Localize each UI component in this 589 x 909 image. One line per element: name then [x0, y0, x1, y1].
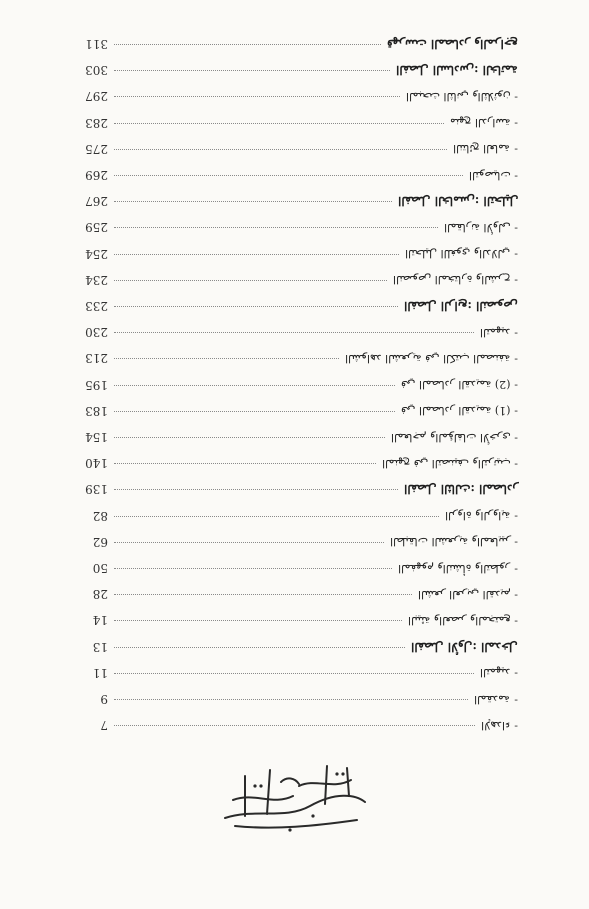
page-number: 9: [100, 692, 108, 706]
calligraphy-ornament: [215, 756, 375, 836]
section-title: ﺍﻟﺘﺤﻠﻴﻞ ﺍﻟﻠﻐﻮﻱ ﻭﺍﻟﺪﻻﻟﻲ: [405, 247, 511, 261]
entry-dash: -: [514, 142, 518, 156]
page-number: 283: [85, 115, 108, 130]
page-number: 303: [85, 63, 108, 78]
toc-entry: [72, 717, 518, 733]
dot-leader: [114, 174, 463, 176]
dot-leader: [114, 357, 339, 359]
dot-leader: [114, 95, 400, 97]
toc-entry: [72, 88, 518, 104]
entry-dash: -: [514, 587, 518, 601]
chapter-heading: ﺍﻟﻔﺼﻞ ﺍﻟﺴﺎﺩﺱ: ﺍﻟﺨﺎﺗﻤﺔ: [396, 63, 518, 78]
page-number: 13: [92, 639, 108, 654]
section-title: ﻓﻲ ﺍﻟﻤﺼﺎﺩﺭ ﺍﻟﻘﺪﻳﻤﺔ (2): [400, 378, 511, 392]
section-title: ﺍﻟﻄﺒﻘﺎﺕ ﺍﻟﺸﻌﺮﻳﺔ ﻭﺍﻟﻤﻌﺎﻳﻴﺮ: [389, 535, 511, 549]
page-number: 269: [85, 168, 108, 182]
page-number: 311: [85, 37, 108, 51]
section-title: ﺍﻟﻤﻘﺎﺭﻧﺔ ﺍﻷﻭﻟﻰ: [443, 220, 511, 234]
toc-entry: [72, 272, 518, 288]
page-number: 50: [92, 561, 108, 575]
dot-leader: [114, 515, 439, 517]
toc-entry: [72, 246, 518, 262]
page-number: 230: [85, 325, 108, 340]
dot-leader: [114, 69, 390, 71]
section-title: ﺍﻟﻨﺼﻮﺹ ﺍﻟﻤﺨﺘﺎﺭﺓ ﻭﺍﻟﺸﺮﺡ: [392, 273, 511, 287]
entry-dash: -: [514, 430, 518, 444]
page-number: 183: [85, 403, 108, 418]
dot-leader: [114, 410, 395, 412]
toc-entry: [72, 403, 518, 419]
section-title: ﺍﻹﻫﺪﺍﺀ: [481, 718, 511, 732]
entry-dash: -: [514, 692, 518, 706]
page-number: 275: [85, 141, 108, 156]
dot-leader: [114, 541, 384, 543]
dot-leader: [114, 724, 475, 726]
toc-entry: [72, 429, 518, 445]
entry-dash: -: [514, 325, 518, 339]
toc-entry: [72, 298, 518, 314]
entry-dash: -: [514, 351, 518, 365]
section-title: ﺍﻟﻤﻨﻬﺞ ﻓﻲ ﺍﻟﺘﺼﻨﻴﻒ ﻭﺍﻟﺘﺮﺗﻴﺐ: [381, 456, 511, 470]
entry-dash: -: [514, 509, 518, 523]
toc-entry: [72, 62, 518, 78]
page-number: 62: [92, 534, 108, 549]
entry-dash: -: [514, 89, 518, 103]
dot-leader: [114, 43, 381, 45]
toc-entry: [72, 481, 518, 497]
section-title: ﺍﻟﻨﺘﺎﺋﺞ ﺍﻟﻌﺎﻣﺔ: [453, 142, 511, 156]
page-number: 267: [85, 194, 108, 209]
page-number: 195: [85, 377, 108, 392]
dot-leader: [114, 279, 387, 281]
dot-leader: [114, 619, 402, 621]
toc-entry: [72, 115, 518, 131]
toc-entry: [72, 665, 518, 681]
section-title: ﺍﻟﺮﻭﺍﺓ ﻭﺍﻟﺮﻭﺍﻳﺔ: [445, 509, 511, 523]
entry-dash: -: [514, 220, 518, 234]
page-number: 140: [85, 456, 108, 471]
toc-entry: [72, 193, 518, 209]
dot-leader: [114, 253, 399, 255]
dot-leader: [114, 148, 447, 150]
entry-dash: -: [514, 378, 518, 392]
entry-dash: -: [514, 116, 518, 130]
chapter-heading: ﺍﻟﻔﺼﻞ ﺍﻟﺨﺎﻣﺲ: ﺍﻟﺘﺤﻠﻴﻞ: [397, 194, 518, 209]
section-title: ﺍﻟﺒﻴﺌﺔ ﻭﺍﻟﻌﺼﺮ ﻭﺍﻟﻤﺠﺘﻤﻊ: [407, 613, 511, 627]
section-title: ﺍﻟﺘﻤﻬﻴﺪ: [480, 325, 511, 339]
entry-dash: -: [514, 718, 518, 732]
dot-leader: [114, 200, 392, 202]
dot-leader: [114, 672, 474, 674]
entry-dash: -: [514, 168, 518, 182]
page-number: 11: [92, 665, 108, 680]
toc-entry: [72, 219, 518, 235]
chapter-heading: ﺍﻟﻔﺼﻞ ﺍﻷﻭﻝ: ﺍﻟﻤﺪﺧﻞ: [411, 639, 518, 654]
entry-dash: -: [514, 456, 518, 470]
page-number: 233: [85, 299, 108, 313]
section-title: ﺍﻟﻤﻘﺪﻣﺔ: [474, 692, 511, 706]
section-title: ﺍﻟﺘﻤﻬﻴﺪ: [480, 666, 511, 680]
dot-leader: [114, 305, 398, 307]
entry-dash: -: [514, 613, 518, 627]
page-number: 82: [92, 508, 108, 523]
toc-entry: [72, 612, 518, 628]
dot-leader: [114, 488, 398, 490]
dot-leader: [114, 226, 438, 228]
toc-entry: [72, 534, 518, 550]
toc-entry: [72, 586, 518, 602]
dot-leader: [114, 462, 376, 464]
section-title: ﺍﻟﻤﺒﺤﺚ ﺍﻟﺜﺎﻧﻲ ﻭﺍﻟﺜﻼﺛﻮﻥ: [405, 89, 511, 103]
entry-dash: -: [514, 666, 518, 680]
dot-leader: [114, 331, 474, 333]
dot-leader: [114, 698, 468, 700]
dot-leader: [114, 646, 405, 648]
page-number: 234: [85, 272, 108, 287]
chapter-heading: ﺍﻟﻔﺼﻞ ﺍﻟﺮﺍﺑﻊ: ﺍﻟﻨﺼﻮﺹ: [404, 299, 518, 313]
toc-entry: [72, 639, 518, 655]
toc-entry: [72, 141, 518, 157]
section-title: ﺍﻟﻤﻔﻬﻮﻡ ﻭﺍﻟﻨﺸﺄﺓ ﻭﺍﻟﺘﻄﻮﺭ: [398, 561, 511, 575]
page-number: 14: [92, 613, 108, 628]
toc-entry: [72, 560, 518, 576]
section-title: ﻓﻲ ﺍﻟﻤﺼﺎﺩﺭ ﺍﻟﻘﺪﻳﻤﺔ (1): [400, 404, 511, 418]
section-title: ﺍﻟﺸﻮﺍﻫﺪ ﺍﻟﺸﻌﺮﻳﺔ ﻓﻲ ﺍﻟﻜﺘﺐ ﺍﻟﻤﺼﻨﻔﺔ: [345, 351, 511, 365]
page-number: 254: [85, 246, 108, 261]
page-number: 213: [85, 351, 108, 366]
entry-dash: -: [514, 273, 518, 287]
page-number: 28: [92, 587, 108, 602]
dot-leader: [114, 593, 412, 595]
page-number: 154: [85, 430, 108, 444]
toc-entry: [72, 324, 518, 340]
entry-dash: -: [514, 561, 518, 575]
dot-leader: [114, 567, 392, 569]
toc-entry: [72, 508, 518, 524]
entry-dash: -: [514, 247, 518, 261]
chapter-heading: ﺍﻟﻔﺼﻞ ﺍﻟﺜﺎﻟﺚ: ﺍﻟﻤﺼﺎﺩﺭ: [403, 482, 518, 497]
section-title: ﺍﻟﻤﻌﺎﺟﻢ ﻭﺍﻟﻤﺆﻟﻔﺎﺕ ﺍﻷﺧﺮﻯ: [390, 430, 511, 444]
dot-leader: [114, 122, 444, 124]
section-title: ﺍﻟﺸﻌﺮ ﺍﻟﻌﺮﺑﻲ ﺍﻟﻘﺪﻳﻢ: [417, 587, 511, 601]
page-number: 7: [100, 718, 108, 733]
toc-entry: [72, 691, 518, 707]
page-number: 259: [85, 220, 108, 235]
entry-dash: -: [514, 535, 518, 549]
dot-leader: [114, 384, 395, 386]
chapter-heading: ﻗﻬﺮﺳﺖ ﺍﻟﻤﺼﺎﺩﺭ ﻭﺍﻟﻤﺮﺍﺟﻊ: [387, 37, 518, 51]
page-number: 139: [85, 482, 108, 497]
toc-entry: [72, 167, 518, 183]
page-number: 297: [85, 89, 108, 104]
toc-entry: [72, 455, 518, 471]
entry-dash: -: [514, 404, 518, 418]
dot-leader: [114, 436, 385, 438]
toc-entry: [72, 377, 518, 393]
section-title: ﻣﻨﻬﺞ ﺍﻟﺪﺭﺍﺳﺔ: [449, 116, 511, 130]
section-title: ﺍﻟﺘﻮﺻﻴﺎﺕ: [468, 168, 511, 182]
toc-entry: [72, 350, 518, 366]
toc-entry: [72, 36, 518, 52]
